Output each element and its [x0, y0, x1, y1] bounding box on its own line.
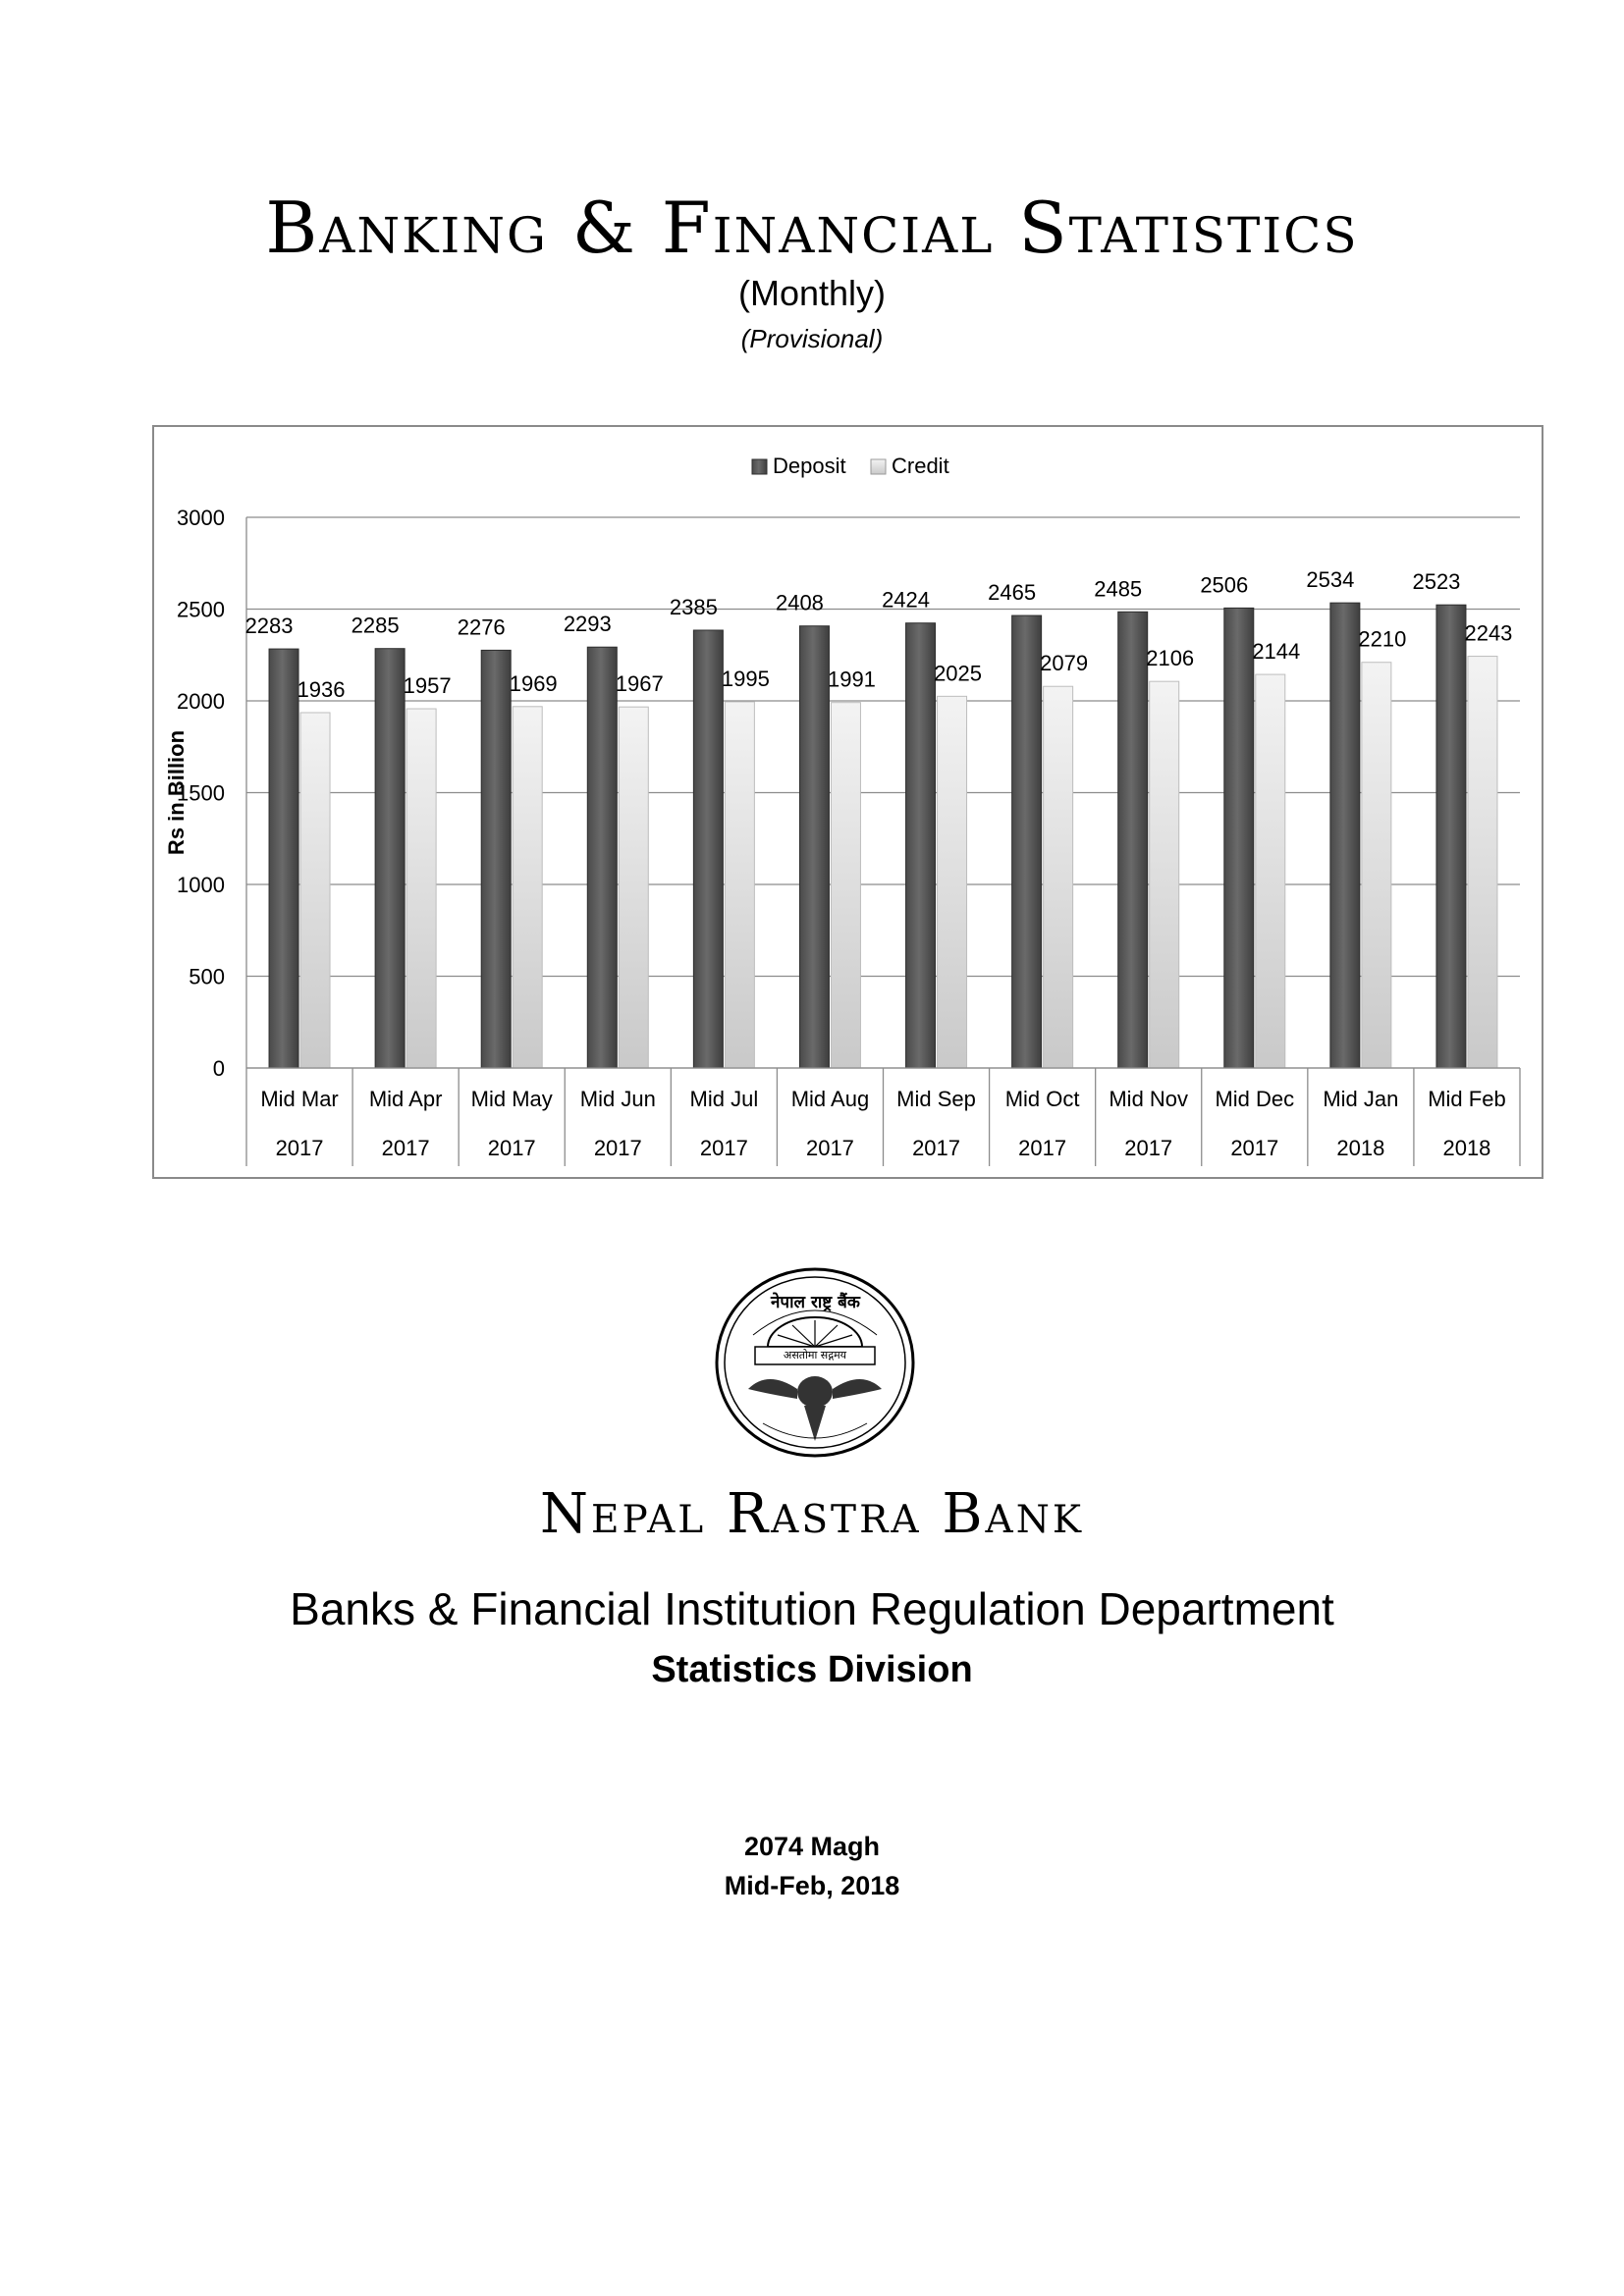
deposit-data-label: 2534: [1306, 567, 1355, 593]
deposit-bar: [1436, 605, 1466, 1068]
x-tick-label-year: 2017: [912, 1136, 961, 1160]
deposit-data-label: 2465: [988, 580, 1037, 606]
x-tick-label-month: Mid Nov: [1109, 1087, 1189, 1111]
credit-bar: [513, 707, 542, 1068]
credit-data-label: 1969: [509, 670, 558, 696]
deposit-bar: [1224, 608, 1254, 1068]
department-name: Banks & Financial Institution Regulation Department: [290, 1583, 1334, 1634]
credit-bar: [725, 702, 754, 1068]
deposit-data-label: 2385: [669, 595, 718, 620]
credit-data-label: 2210: [1358, 626, 1407, 652]
x-tick-label-year: 2017: [1124, 1136, 1173, 1160]
credit-bar: [300, 713, 330, 1068]
x-tick-label-year: 2018: [1336, 1136, 1385, 1160]
deposit-data-label: 2285: [351, 613, 400, 638]
x-tick-label-year: 2017: [593, 1136, 642, 1160]
credit-bar: [1044, 686, 1073, 1068]
x-tick-label-month: Mid Aug: [790, 1087, 870, 1111]
seal-motto: असतोमा सद्गमय: [783, 1349, 847, 1362]
deposit-bar: [799, 626, 829, 1068]
credit-data-label: 1967: [615, 671, 664, 697]
document-subtitle: (Monthly): [737, 273, 887, 313]
y-tick-label: 2500: [177, 597, 225, 622]
credit-data-label: 1957: [403, 673, 452, 699]
x-tick-label-month: Mid May: [470, 1087, 553, 1111]
x-tick-label-month: Mid Oct: [1004, 1087, 1080, 1111]
x-tick-label-year: 2017: [487, 1136, 536, 1160]
bank-seal: [714, 1266, 916, 1459]
x-tick-label-year: 2018: [1442, 1136, 1491, 1160]
deposit-bar: [375, 649, 405, 1068]
credit-data-label: 1995: [721, 666, 770, 691]
deposit-data-label: 2485: [1094, 576, 1143, 602]
credit-data-label: 2025: [934, 661, 983, 686]
division-name: Statistics Division: [651, 1649, 973, 1690]
credit-data-label: 2243: [1464, 620, 1513, 646]
y-tick-label: 2000: [177, 689, 225, 714]
deposit-data-label: 2276: [457, 614, 506, 640]
deposit-data-label: 2424: [882, 587, 931, 613]
credit-data-label: 1936: [297, 676, 346, 702]
deposit-data-label: 2293: [563, 612, 612, 637]
deposit-data-label: 2408: [775, 590, 824, 615]
legend-label-deposit: Deposit: [773, 454, 846, 478]
x-tick-label-year: 2017: [805, 1136, 854, 1160]
deposit-data-label: 2283: [244, 614, 294, 639]
credit-bar: [938, 696, 967, 1068]
legend-swatch-credit: [871, 459, 886, 474]
deposit-bar: [1118, 612, 1148, 1068]
x-tick-label-year: 2017: [381, 1136, 430, 1160]
x-tick-label-month: Mid Apr: [368, 1087, 443, 1111]
x-tick-label-month: Mid Jul: [689, 1087, 759, 1111]
legend-swatch-deposit: [752, 459, 767, 474]
x-tick-label-year: 2017: [1230, 1136, 1279, 1160]
credit-bar: [1256, 674, 1285, 1068]
date-english: Mid-Feb, 2018: [724, 1871, 900, 1900]
credit-bar: [831, 703, 860, 1068]
x-tick-label-month: Mid Dec: [1215, 1087, 1295, 1111]
deposit-data-label: 2506: [1200, 572, 1249, 598]
provisional-note: (Provisional): [740, 324, 884, 353]
y-axis-label: Rs in Billion: [164, 729, 189, 856]
credit-bar: [619, 707, 648, 1068]
x-tick-label-month: Mid Mar: [260, 1087, 339, 1111]
credit-data-label: 2144: [1252, 639, 1301, 665]
deposit-bar: [269, 649, 298, 1068]
x-tick-label-month: Mid Feb: [1428, 1087, 1506, 1111]
deposit-bar: [693, 630, 723, 1068]
x-tick-label-month: Mid Jan: [1323, 1087, 1399, 1111]
deposit-bar: [1330, 603, 1360, 1068]
deposit-credit-chart: [152, 425, 1543, 1179]
bank-name: Nepal Rastra Bank: [540, 1482, 1084, 1546]
deposit-bar: [587, 647, 617, 1068]
x-tick-label-year: 2017: [699, 1136, 748, 1160]
x-tick-label-month: Mid Sep: [896, 1087, 976, 1111]
x-tick-label-year: 2017: [275, 1136, 324, 1160]
credit-bar: [1362, 663, 1391, 1068]
deposit-data-label: 2523: [1412, 569, 1461, 595]
y-tick-label: 500: [189, 964, 225, 989]
legend-label-credit: Credit: [892, 454, 949, 478]
y-tick-label: 3000: [177, 506, 225, 530]
y-tick-label: 1000: [177, 873, 225, 897]
chart-svg: [154, 427, 1542, 1177]
deposit-bar: [906, 623, 936, 1068]
x-tick-label-month: Mid Jun: [579, 1087, 656, 1111]
y-tick-label: 1500: [177, 780, 225, 806]
credit-bar: [406, 709, 436, 1068]
deposit-bar: [481, 650, 511, 1068]
credit-data-label: 2106: [1146, 646, 1195, 671]
credit-bar: [1468, 657, 1497, 1068]
document-title: Banking & Financial Statistics: [265, 187, 1359, 269]
credit-data-label: 2079: [1040, 651, 1089, 676]
credit-data-label: 1991: [827, 667, 876, 692]
deposit-bar: [1012, 615, 1042, 1068]
credit-bar: [1150, 681, 1179, 1068]
y-tick-label: 0: [212, 1056, 225, 1081]
seal-inscription: नेपाल राष्ट्र बैंक: [771, 1293, 860, 1312]
x-tick-label-year: 2017: [1018, 1136, 1067, 1160]
date-nepali: 2074 Magh: [743, 1832, 881, 1861]
